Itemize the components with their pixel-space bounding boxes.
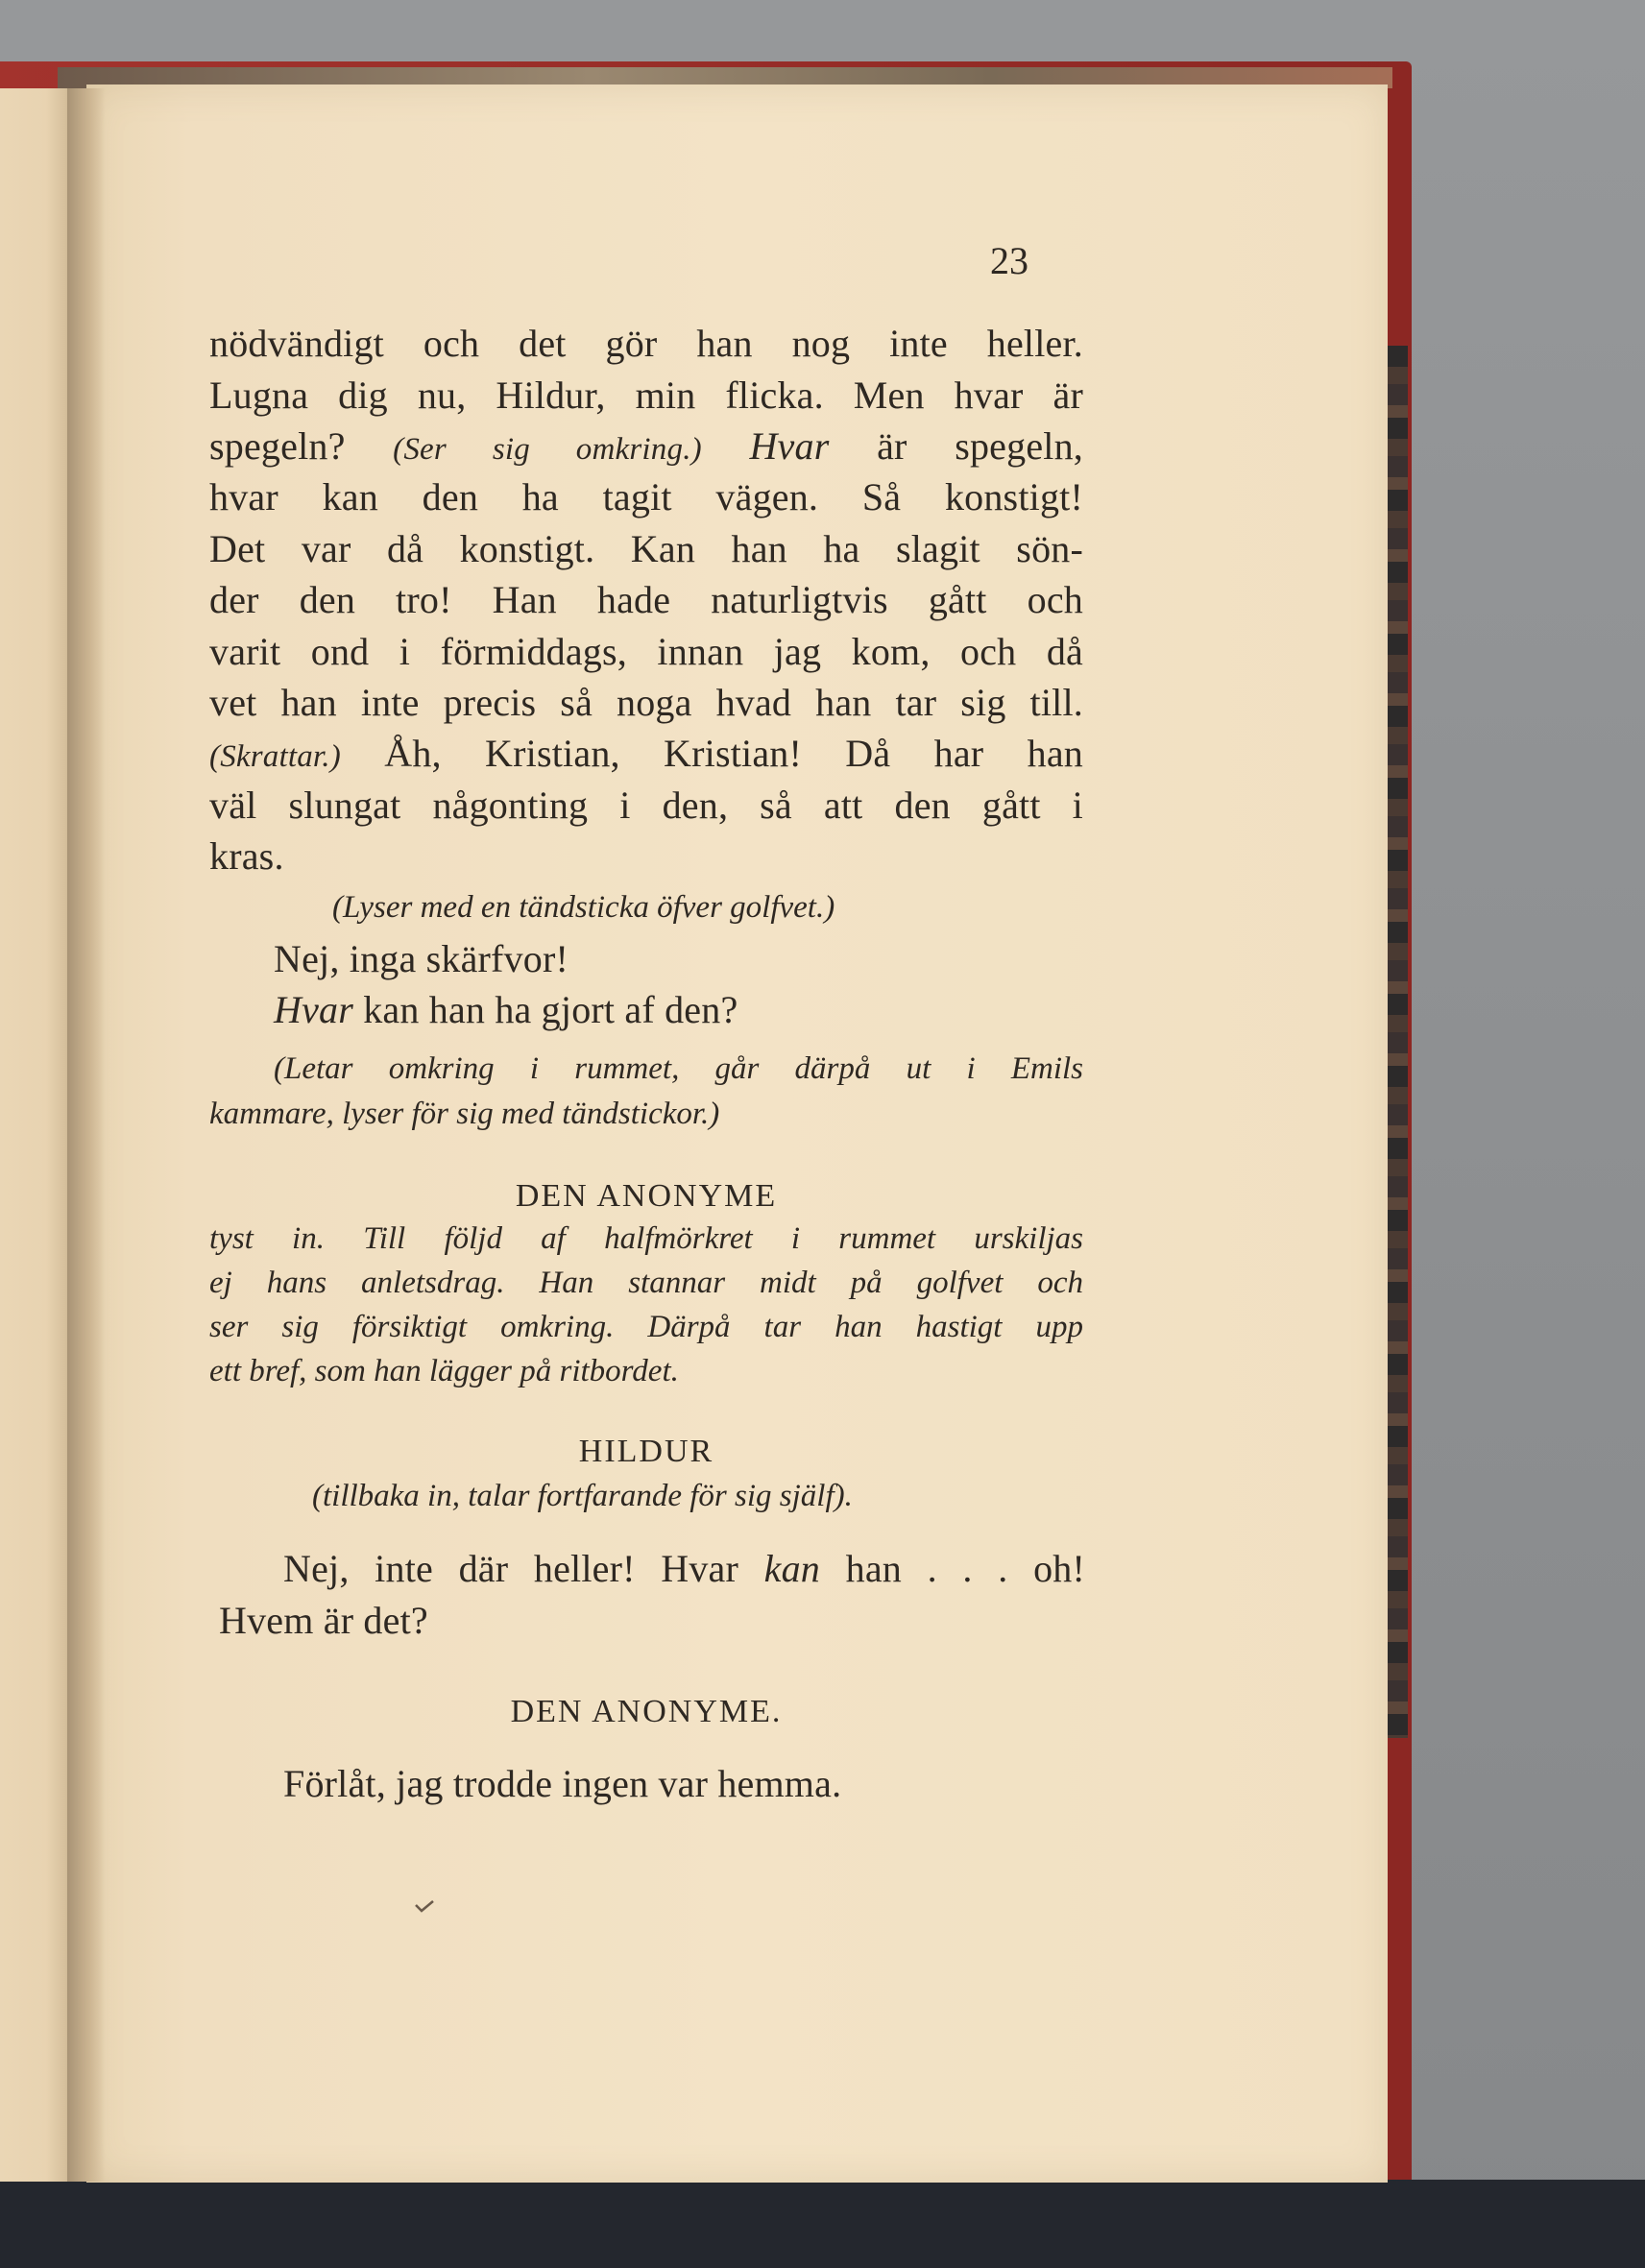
- text-line: Nej, inga skärfvor!: [274, 937, 569, 980]
- stage-direction: ej hans anletsdrag. Han stannar midt på golfvet och: [209, 1266, 1083, 1300]
- stage-direction: ett bref, som han lägger på ritbordet.: [209, 1354, 679, 1388]
- text-line: kras.: [209, 834, 284, 878]
- page-number: 23: [990, 239, 1028, 282]
- text-line: Det var då konstigt. Kan han ha slagit sön-: [209, 527, 1083, 570]
- text-segment: Nej, inte där heller! Hvar: [283, 1547, 764, 1590]
- text-segment: spegeln?: [209, 424, 394, 468]
- speaker-name: DEN ANONYME: [515, 1178, 778, 1214]
- text-segment: han . . . oh!: [820, 1547, 1085, 1590]
- speaker-name: DEN ANONYME.: [510, 1694, 783, 1729]
- stage-direction-inline: (Skrattar.): [209, 739, 341, 774]
- text-line: Förlåt, jag trodde ingen var hemma.: [283, 1762, 842, 1805]
- emphasis-text: Hvar: [701, 424, 830, 468]
- emphasis-text: Hvar: [274, 988, 354, 1031]
- left-page: [0, 88, 77, 2182]
- text-line: [209, 423, 1083, 469]
- page-gutter: [67, 88, 106, 2182]
- text-line: [274, 987, 1148, 1032]
- text-segment: Åh, Kristian, Kristian! Då har han: [340, 732, 1083, 775]
- text-line: Lugna dig nu, Hildur, min flicka. Men hvar är: [209, 374, 1083, 417]
- emphasis-text: kan: [763, 1547, 821, 1590]
- stage-direction: tyst in. Till följd af halfmörkret i rummet urskiljas: [209, 1221, 1083, 1256]
- text-line: Hvem är det?: [219, 1599, 428, 1642]
- text-line: [209, 731, 1083, 776]
- stage-direction: (Lyser med en tändsticka öfver golfvet.): [332, 890, 835, 925]
- text-line: nödvändigt och det gör han nog inte heller.: [209, 322, 1083, 365]
- stage-direction: ser sig försiktigt omkring. Därpå tar han hastigt upp: [209, 1310, 1083, 1344]
- dark-surface: [0, 2180, 1645, 2268]
- text-line: vet han inte precis så noga hvad han tar sig till.: [209, 681, 1083, 724]
- stage-direction: kammare, lyser för sig med tändstickor.): [209, 1097, 720, 1131]
- stage-direction-inline: (Ser sig omkring.): [393, 432, 702, 467]
- text-line: der den tro! Han hade naturligtvis gått och: [209, 578, 1083, 621]
- text-line: väl slungat någonting i den, så att den gått i: [209, 784, 1083, 827]
- text-segment: kan han ha gjort af den?: [353, 988, 738, 1031]
- ink-mark: [415, 1899, 434, 1913]
- text-line: [283, 1546, 1085, 1591]
- stage-direction: (Letar omkring i rummet, går därpå ut i Emils: [274, 1051, 1083, 1086]
- speaker-name: HILDUR: [578, 1434, 714, 1469]
- text-line: varit ond i förmiddags, innan jag kom, och då: [209, 630, 1083, 673]
- text-segment: är spegeln,: [829, 424, 1083, 468]
- text-line: hvar kan den ha tagit vägen. Så konstigt!: [209, 475, 1083, 519]
- stage-direction: (tillbaka in, talar fortfarande för sig själf).: [312, 1479, 853, 1513]
